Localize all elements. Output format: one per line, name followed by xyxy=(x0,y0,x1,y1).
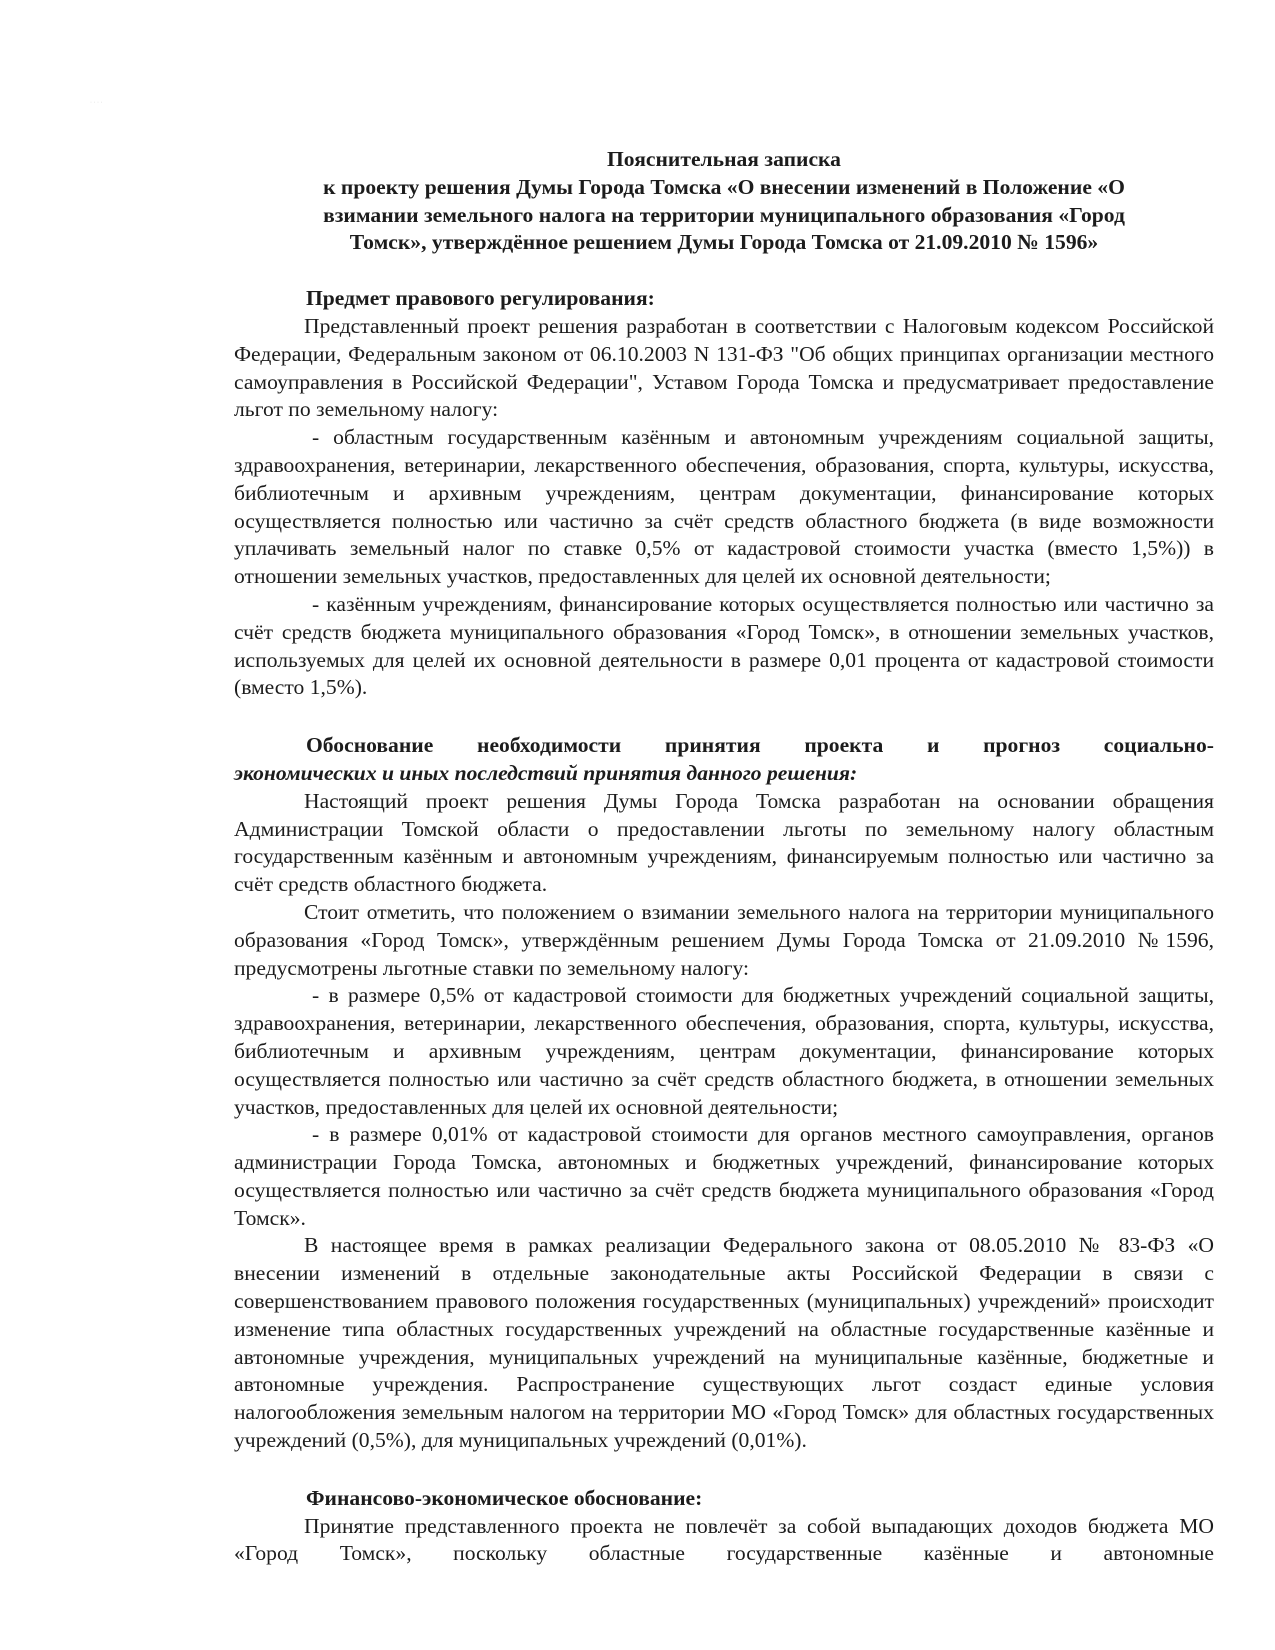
section-heading-justification xyxy=(234,732,1214,788)
list-item: - в размере 0,01% от кадастровой стоимости для органов местного самоуправления, органов администрации Города Томска, автономных и бюджетных учреждений, финансирование которых осуществляется полностью или частично за счёт средств бюджета муниципального образования «Город Томск». xyxy=(234,1122,1214,1230)
title-line-3: взимании земельного налога на территории муниципального образования «Город xyxy=(323,202,1125,227)
paragraph: Представленный проект решения разработан в соответствии с Налоговым кодексом Российской Федерации, Федеральным законом от 06.10.2003 N 131-ФЗ "Об общих принципах организации местного самоуправления в Российской Федерации", Уставом Города Томска и предусматривает предоставление льгот по земельному налогу: xyxy=(234,313,1214,422)
list-item: - казённым учреждениям, финансирование которых осуществляется полностью или частично за счёт средств бюджета муниципального образования «Город Томск», в отношении земельных участков, используемых для целей их основной деятельности в размере 0,01 процента от кадастровой стоимости (вместо 1,5%). xyxy=(234,591,1214,700)
title-line-2: к проекту решения Думы Города Томска «О внесении изменений в Положение «О xyxy=(323,174,1125,199)
section-heading-financial: Финансово-экономическое обоснование: xyxy=(306,1485,703,1510)
title-line-1: Пояснительная записка xyxy=(607,147,841,171)
section-heading-legal-regulation: Предмет правового регулирования: xyxy=(306,286,655,311)
section-heading-line-2: экономических и иных последствий принятия данного решения: xyxy=(234,760,858,785)
document-page xyxy=(234,146,1214,1568)
paragraph: В настоящее время в рамках реализации Федерального закона от 08.05.2010 № 83-ФЗ «О внесении изменений в отдельные законодательные акты Российской Федерации в связи с совершенствованием правового положения государственных (муниципальных) учреждений» происходит изменение типа областных государственных учреждений на областные государственные казённые и автономные учреждения, муниципальных учреждений на муниципальные казённые, бюджетные и автономные учреждения. Распространение существующих льгот создаст единые условия налогообложения земельным налогом на территории МО «Город Томск» для областных государственных учреждений (0,5%), для муниципальных учреждений (0,01%). xyxy=(234,1233,1214,1453)
title-line-4: Томск», утверждённое решением Думы Города Томска от 21.09.2010 № 1596» xyxy=(349,230,1099,255)
paragraph: Стоит отметить, что положением о взимании земельного налога на территории муниципального образования «Город Томск», утверждённым решением Думы Города Томска от 21.09.2010 №1596, предусмотрены льготные ставки по земельному налогу: xyxy=(234,899,1214,980)
list-item: - областным государственным казённым и автономным учреждениям социальной защиты, здравоохранения, ветеринарии, лекарственного обеспечения, образования, спорта, культуры, искусства, библиотечным и архивным учреждениям, центрам документации, финансирование которых осуществляется полностью или частично за счёт средств областного бюджета (в виде возможности уплачивать земельный налог по ставке 0,5% от кадастровой стоимости участка (вместо 1,5%)) в отношении земельных участков, предоставленных для целей их основной деятельности; xyxy=(234,425,1214,589)
paragraph: Принятие представленного проекта не повлечёт за собой выпадающих доходов бюджета МО «Город Томск», поскольку областные государственные казённые и автономные xyxy=(234,1513,1214,1566)
section-heading-line-1: Обоснование необходимости принятия проекта и прогноз социально- xyxy=(306,733,1214,758)
paragraph: Настоящий проект решения Думы Города Томска разработан на основании обращения Администрации Томской области о предоставлении льготы по земельному налогу областным государственным казённым и автономным учреждениям, финансируемым полностью или частично за счёт средств областного бюджета. xyxy=(234,788,1214,897)
list-item: - в размере 0,5% от кадастровой стоимости для бюджетных учреждений социальной защиты, здравоохранения, ветеринарии, лекарственного обеспечения, образования, спорта, культуры, искусства, библиотечным и архивным учреждениям, центрам документации, финансирование которых осуществляется полностью или частично за счёт средств областного бюджета, в отношении земельных участков, предоставленных для целей их основной деятельности; xyxy=(234,983,1214,1119)
scan-speck: · · · · xyxy=(90,100,103,106)
document-title xyxy=(234,146,1214,257)
